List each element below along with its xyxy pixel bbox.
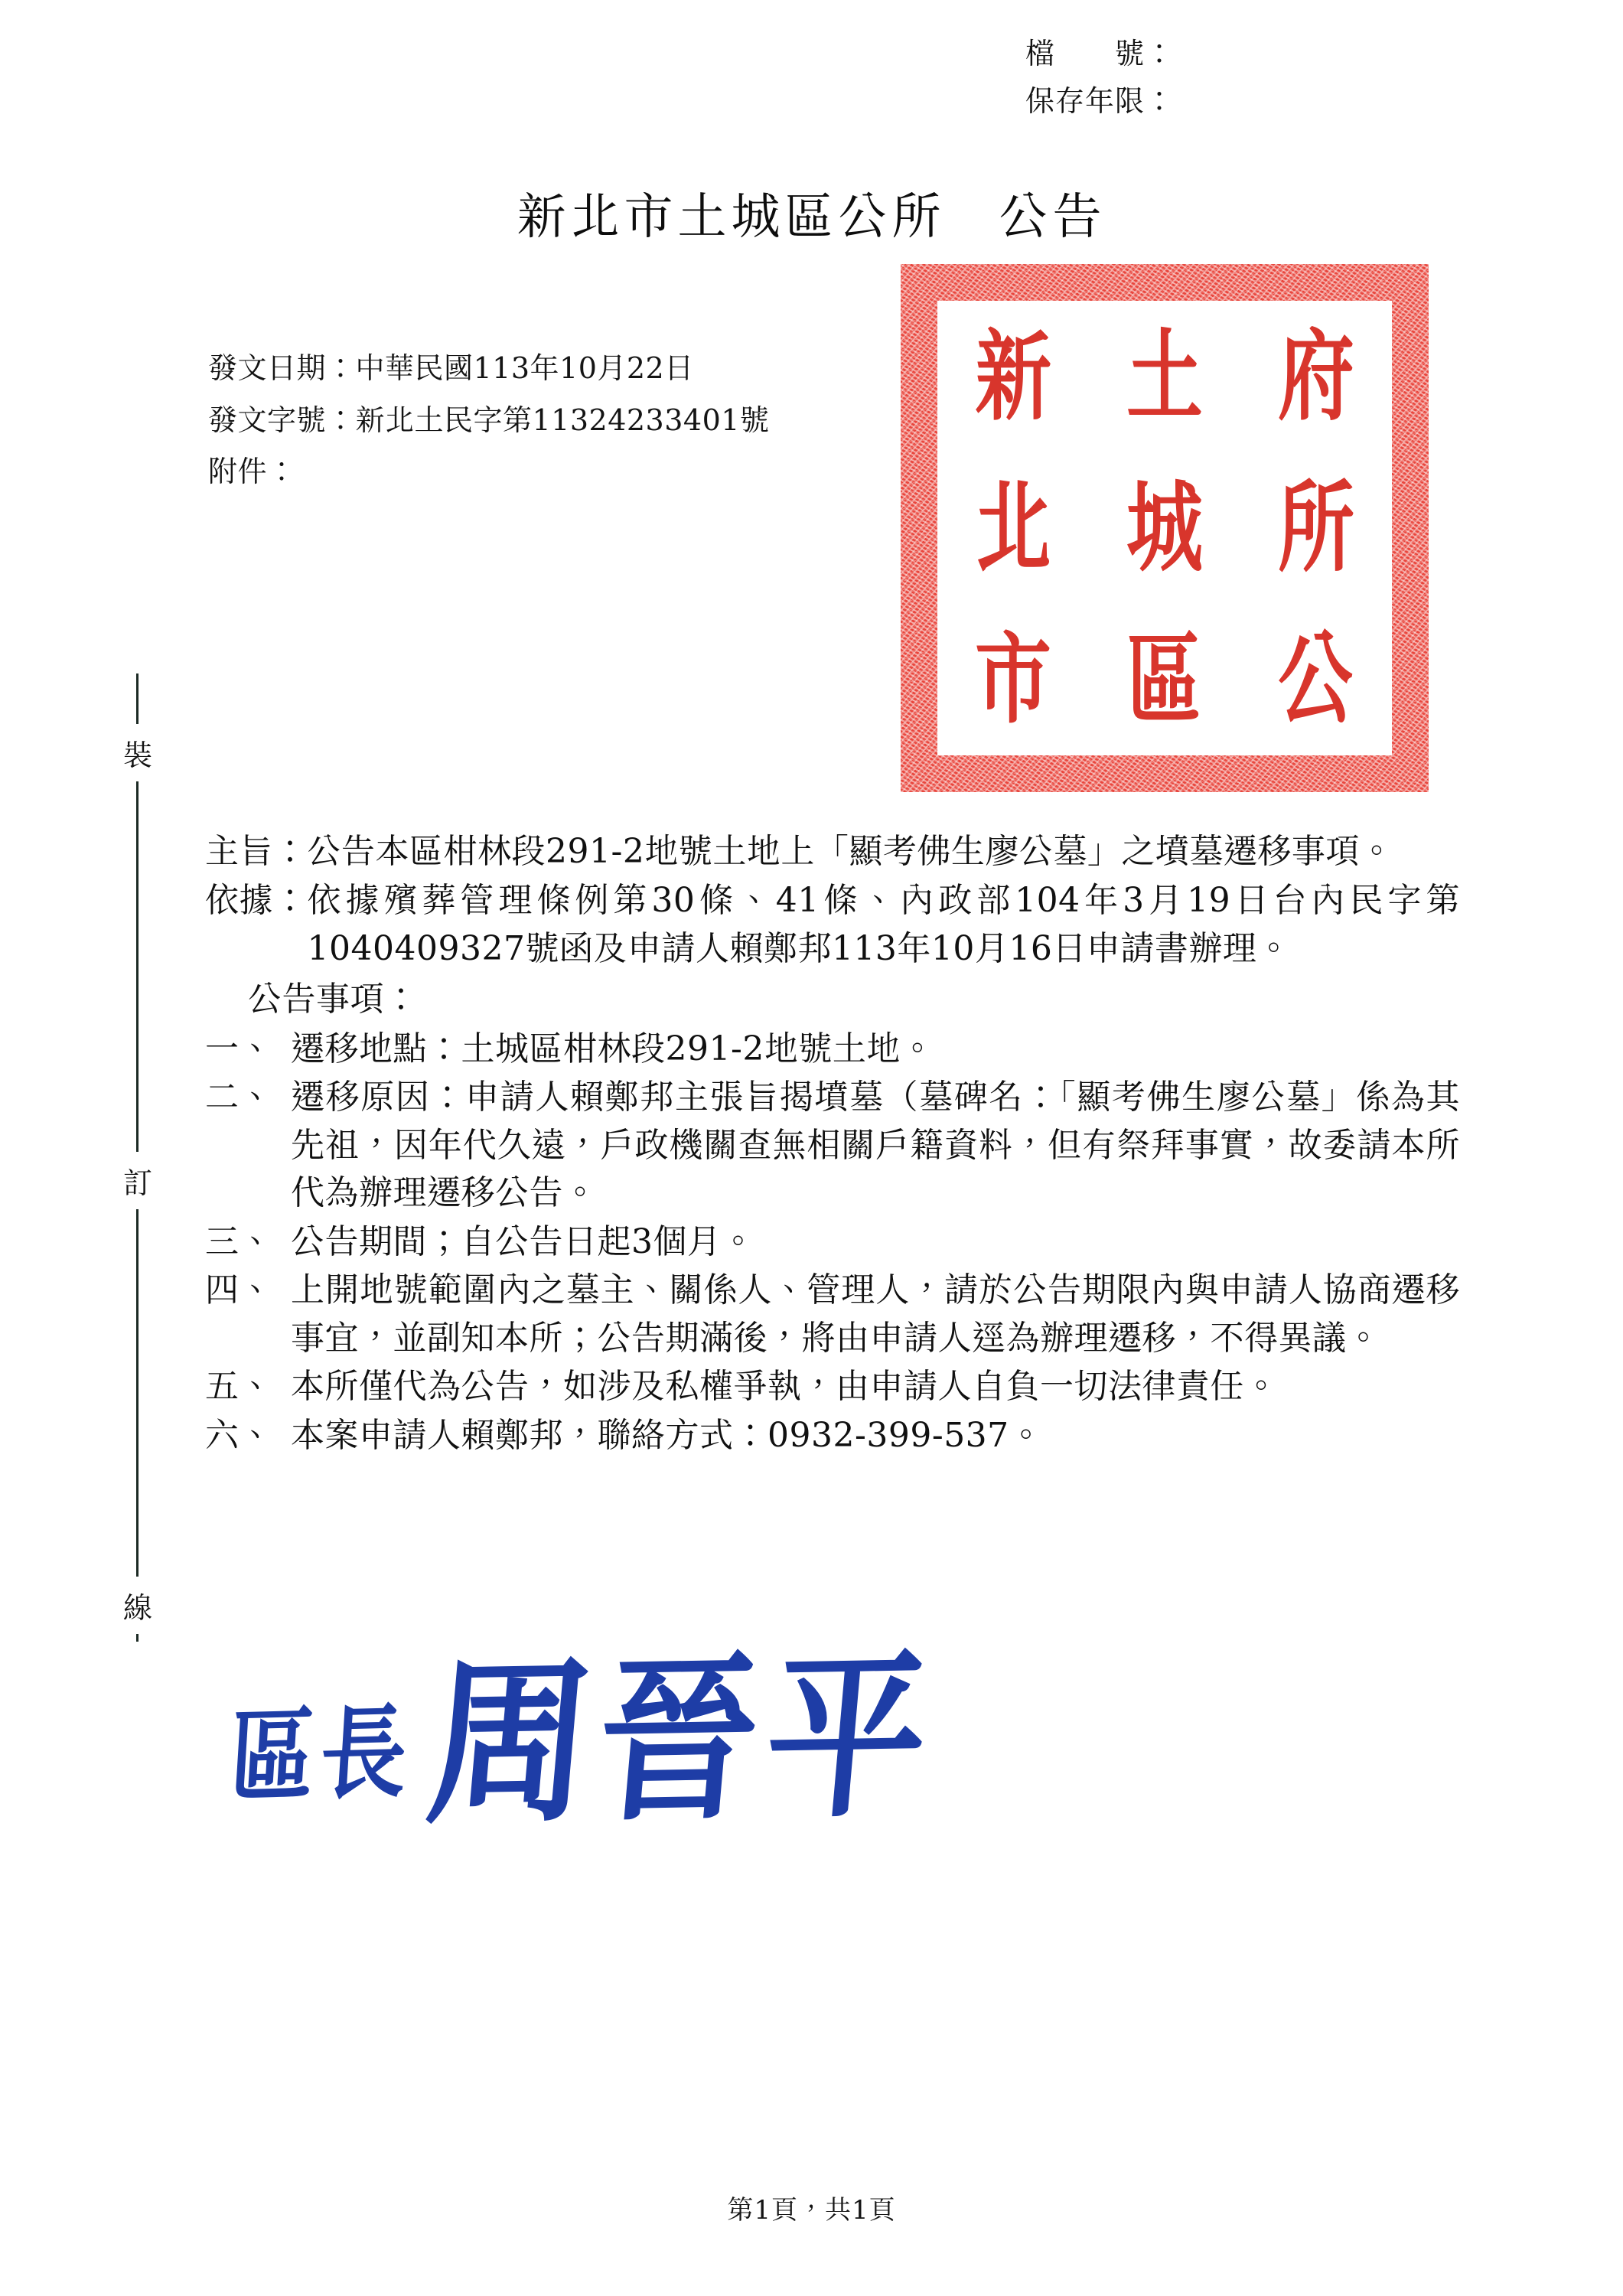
official-seal-stamp — [901, 264, 1429, 792]
issuance-meta — [208, 343, 769, 498]
signature-name: 周晉平 — [420, 1631, 945, 1850]
list-item-number: 二、 — [205, 1078, 273, 1117]
seal-glyph: 所 — [1278, 471, 1354, 585]
official-signature — [227, 1631, 945, 1850]
list-item-number: 四、 — [205, 1270, 273, 1310]
archive-fields — [1025, 31, 1484, 125]
seal-glyph: 府 — [1278, 319, 1354, 434]
binding-mark-xian: 線 — [112, 1577, 164, 1634]
binding-mark-ding: 訂 — [112, 1152, 164, 1209]
list-item-text: 公告期間；自公告日起3個月。 — [291, 1221, 755, 1261]
document-body — [205, 828, 1460, 1460]
document-number: 發文字號：新北土民字第11324233401號 — [208, 403, 770, 437]
basis-paragraph — [205, 877, 1460, 973]
seal-glyph: 市 — [975, 622, 1051, 737]
page-footer-pagination: 第1頁，共1頁 — [727, 2195, 896, 2226]
seal-glyph: 新 — [975, 319, 1051, 434]
list-item-text: 遷移原因：申請人賴鄭邦主張旨揭墳墓（墓碑名：「顯考佛生廖公墓」係為其先祖，因年代久遠，戶政機關查無相關戶籍資料，但有祭拜事實，故委請本所代為辦理遷移公告。 — [291, 1078, 1460, 1213]
subject-paragraph — [205, 828, 1460, 876]
list-item-number: 五、 — [205, 1367, 273, 1407]
list-item — [205, 1074, 1460, 1217]
seal-glyph: 公 — [1278, 622, 1354, 737]
list-item-number: 三、 — [205, 1221, 273, 1261]
list-item — [205, 1363, 1460, 1411]
seal-glyph: 區 — [1126, 622, 1203, 737]
signature-title: 區長 — [227, 1693, 415, 1817]
binding-mark-zhuang: 裝 — [112, 724, 164, 781]
list-item — [205, 1026, 1460, 1073]
list-item-number: 六、 — [205, 1415, 273, 1455]
list-item-text: 本所僅代為公告，如涉及私權爭執，由申請人自負一切法律責任。 — [291, 1367, 1279, 1407]
list-item-text: 上開地號範圍內之墓主、關係人、管理人，請於公告期限內與申請人協商遷移事宜，並副知本所；公告期滿後，將由申請人逕為辦理遷移，不得異議。 — [291, 1270, 1460, 1358]
basis-text: 依據殯葬管理條例第30條、41條、內政部104年3月19日台內民字第1040409327號函及申請人賴鄭邦113年10月16日申請書辦理。 — [307, 881, 1460, 968]
list-item-number: 一、 — [205, 1029, 273, 1068]
seal-glyph: 城 — [1126, 471, 1203, 585]
attachment-label: 附件： — [208, 455, 297, 489]
seal-glyph: 北 — [975, 471, 1051, 585]
retention-period-label: 保存年限： — [1025, 83, 1175, 118]
subject-text: 公告本區柑林段291-2地號土地上「顯考佛生廖公墓」之墳墓遷移事項。 — [307, 832, 1394, 871]
subject-label: 主旨： — [205, 832, 308, 871]
list-item-text: 遷移地點：土城區柑林段291-2地號土地。 — [291, 1029, 935, 1068]
announcement-items-heading: 公告事項： — [248, 980, 419, 1019]
seal-glyph: 土 — [1126, 319, 1203, 434]
list-item — [205, 1218, 1460, 1266]
file-number-label: 檔 號： — [1025, 37, 1175, 70]
list-item-text: 本案申請人賴鄭邦，聯絡方式：0932-399-537。 — [291, 1415, 1044, 1455]
seal-inner-frame — [937, 301, 1392, 755]
list-item — [205, 1412, 1460, 1459]
basis-label: 依據： — [205, 881, 308, 921]
issue-date: 發文日期：中華民國113年10月22日 — [208, 351, 694, 385]
page-title: 新北市土城區公所 公告 — [517, 189, 1106, 246]
list-item — [205, 1267, 1460, 1362]
